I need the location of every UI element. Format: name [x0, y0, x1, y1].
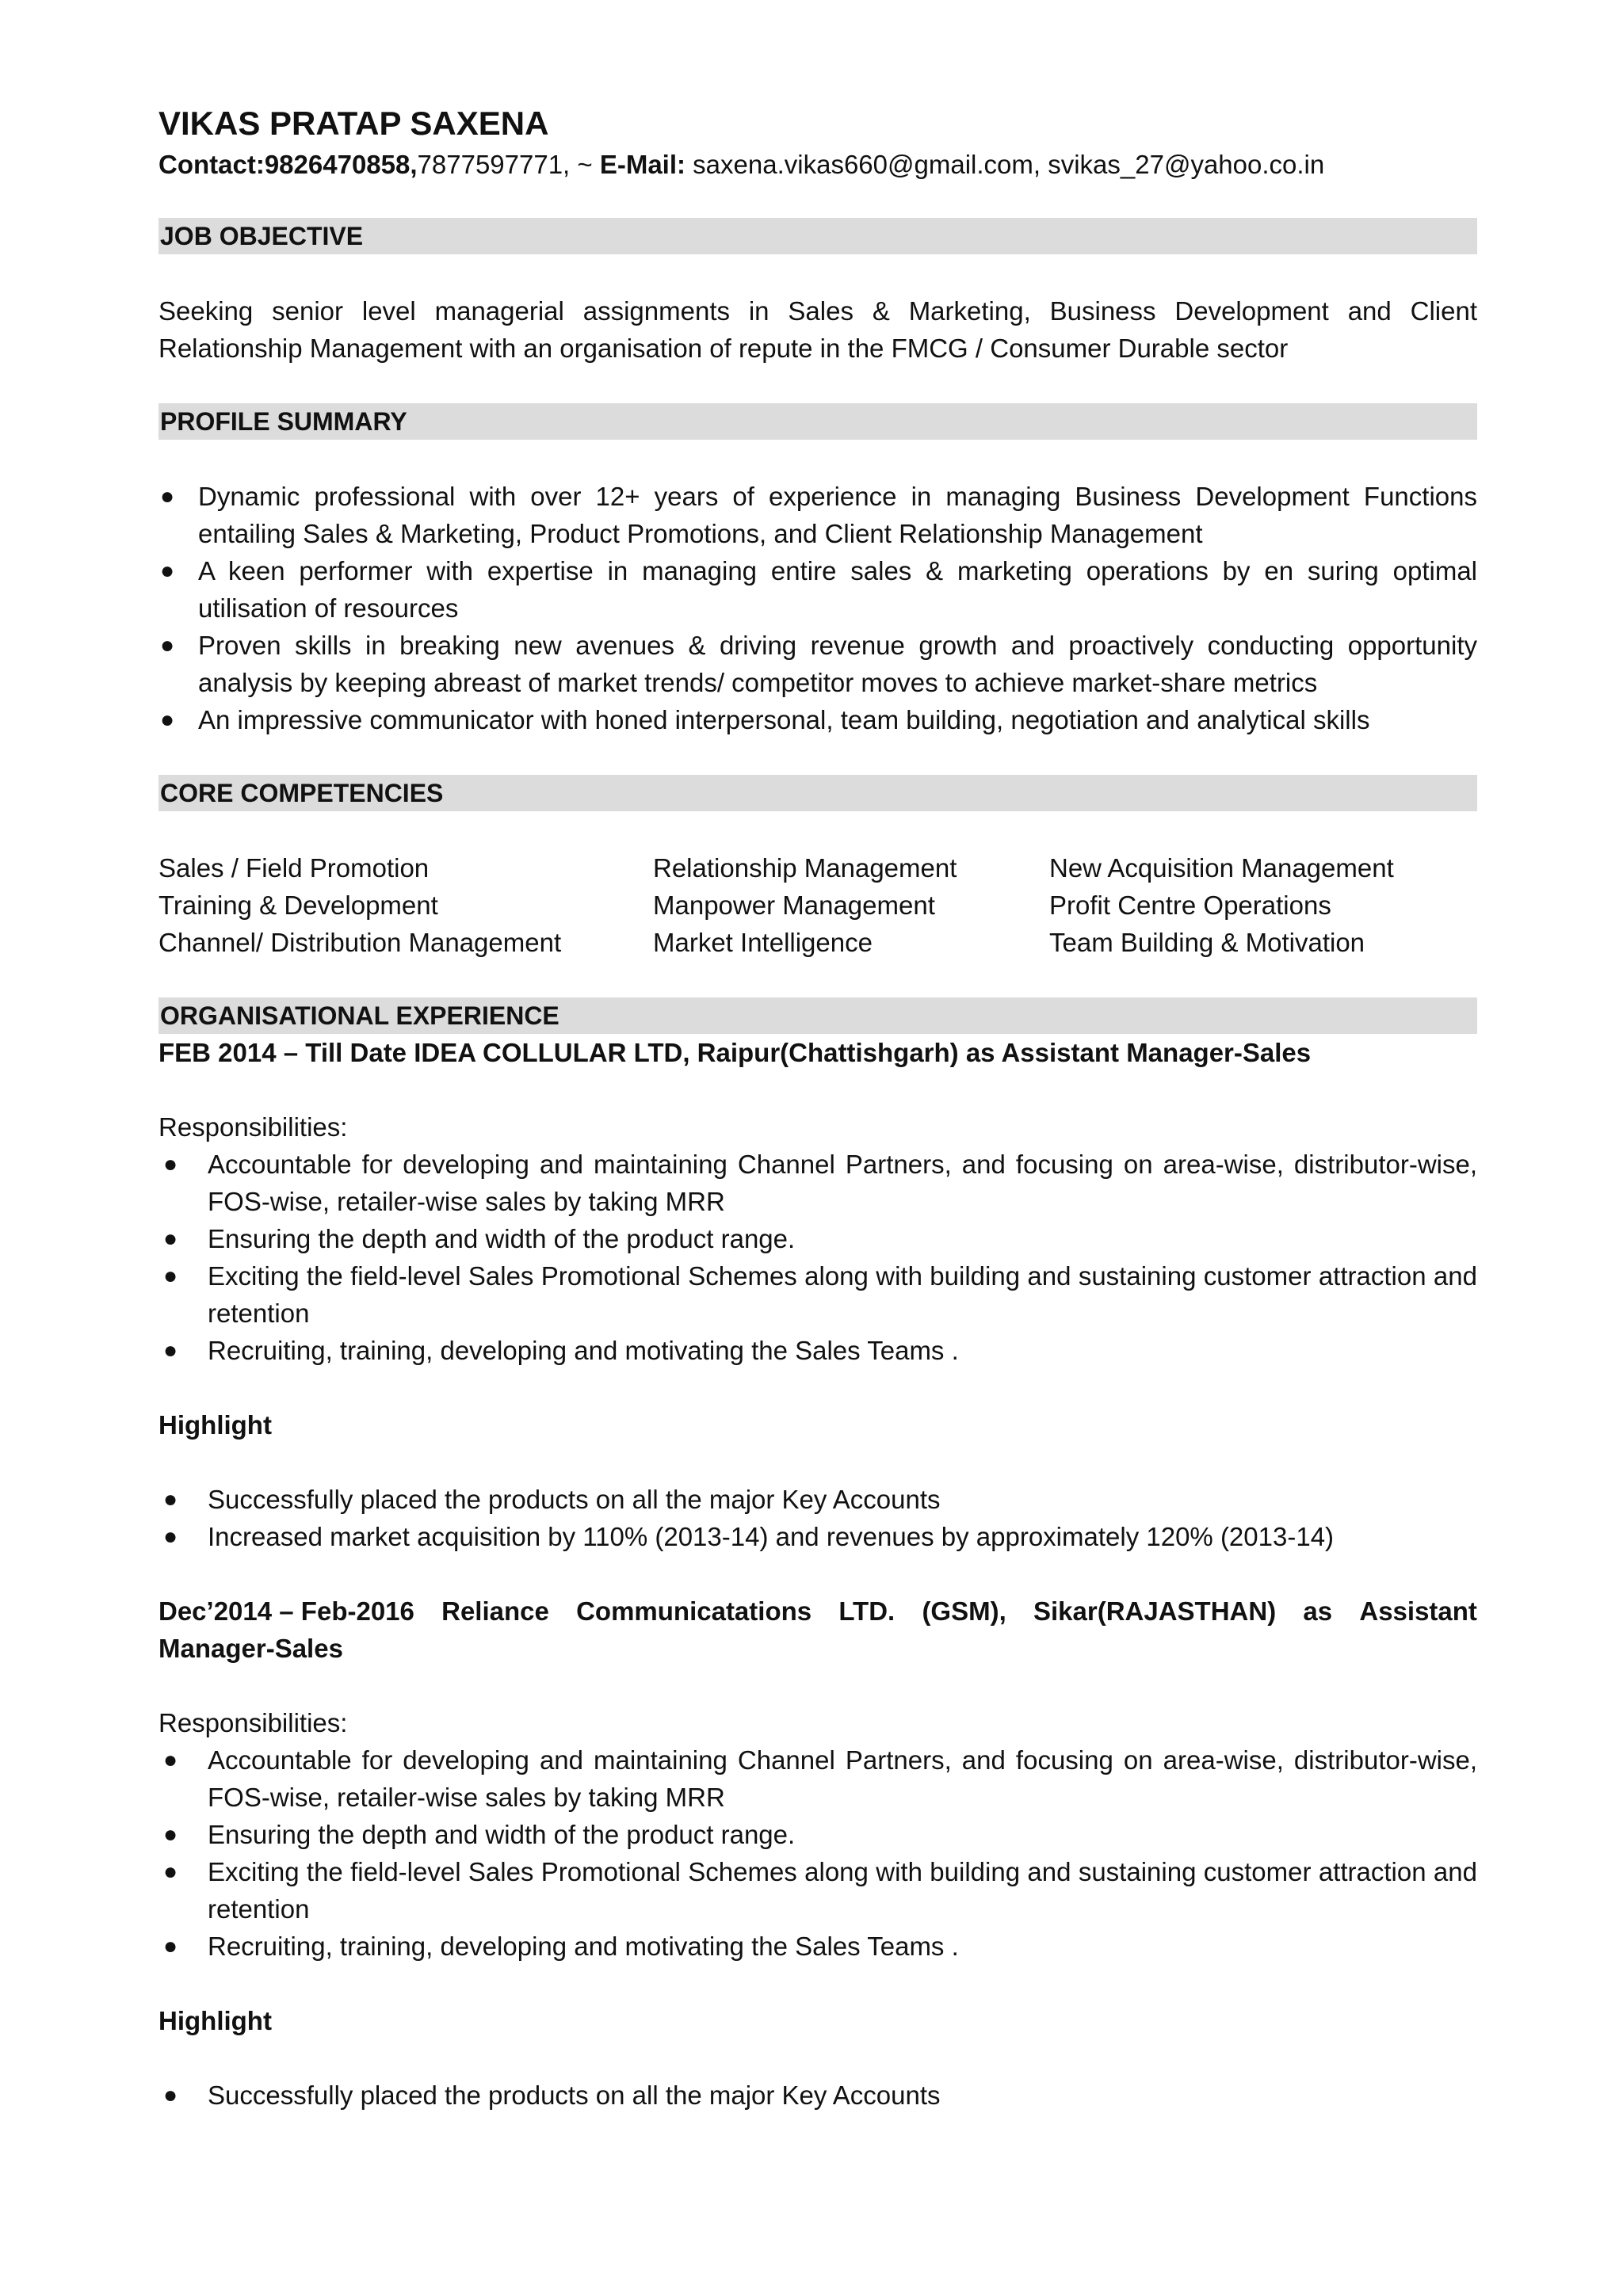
list-item-text: A keen performer with expertise in managing entire sales & marketing operations by en suring optimal utilisation of resources: [198, 556, 1477, 623]
competency-item: Profit Centre Operations: [1049, 891, 1331, 920]
bullet-icon: ●: [163, 1747, 178, 1773]
competency-item: Training & Development: [158, 891, 438, 920]
job-title-line: [158, 1592, 1477, 1630]
list-item: [158, 1853, 1477, 1928]
list-item: [158, 1481, 1477, 1518]
list-item-text: Accountable for developing and maintaining Channel Partners, and focusing on area-wise, distributor-wise, FOS-wise, retailer-wise sales by taking MRR: [208, 1745, 1477, 1812]
list-item: [158, 1928, 1477, 1965]
responsibilities-label: Responsibilities:: [158, 1112, 348, 1142]
job-title-word: Dec’2014 – Feb-2016: [158, 1596, 414, 1626]
email-label: E-Mail:: [599, 150, 686, 179]
competency-item: New Acquisition Management: [1049, 853, 1394, 883]
highlights-list: [158, 1481, 1477, 1555]
section-heading-job-objective: JOB OBJECTIVE: [158, 218, 1477, 254]
list-item: [158, 701, 1477, 738]
list-item: [158, 1816, 1477, 1853]
list-item-text: Successfully placed the products on all the major Key Accounts: [208, 2081, 941, 2110]
bullet-icon: ●: [163, 1821, 178, 1848]
list-item: [158, 627, 1477, 701]
job-title-word: Communicatations: [576, 1596, 812, 1626]
bullet-icon: ●: [163, 1151, 178, 1177]
bullet-icon: ●: [163, 1933, 178, 1959]
bullet-icon: ●: [163, 1486, 178, 1512]
job-title-word: Assistant: [1359, 1596, 1477, 1626]
responsibilities-list: [158, 1741, 1477, 1965]
job-title-line: Manager-Sales: [158, 1634, 343, 1663]
list-item-text: Recruiting, training, developing and motivating the Sales Teams .: [208, 1336, 959, 1365]
candidate-name: VIKAS PRATAP SAXENA: [158, 105, 549, 142]
bullet-icon: ●: [163, 1263, 178, 1289]
competencies-grid: [158, 849, 1477, 961]
responsibilities-label: Responsibilities:: [158, 1708, 348, 1737]
phone-primary: 9826470858,: [264, 150, 418, 179]
list-item: [158, 552, 1477, 627]
list-item: [158, 1220, 1477, 1257]
highlights-list: [158, 2077, 1477, 2114]
competency-item: Market Intelligence: [653, 928, 873, 957]
section-heading-experience: ORGANISATIONAL EXPERIENCE: [158, 997, 1477, 1034]
job-title-word: as: [1303, 1596, 1333, 1626]
highlight-label: Highlight: [158, 2006, 272, 2035]
job-title-word: (GSM),: [922, 1596, 1006, 1626]
competency-item: Sales / Field Promotion: [158, 853, 430, 883]
resume-page: [158, 101, 1477, 2114]
list-item: [158, 1146, 1477, 1220]
job-title-word: Reliance: [441, 1596, 549, 1626]
list-item-text: Recruiting, training, developing and motivating the Sales Teams .: [208, 1932, 959, 1961]
list-item-text: Successfully placed the products on all the major Key Accounts: [208, 1485, 941, 1514]
email-addresses: saxena.vikas660@gmail.com, svikas_27@yahoo.co.in: [685, 150, 1325, 179]
bullet-icon: ●: [163, 1859, 178, 1885]
list-item-text: Increased market acquisition by 110% (2013-14) and revenues by approximately 120% (2013-14): [208, 1522, 1335, 1551]
list-item: [158, 1332, 1477, 1369]
bullet-icon: ●: [163, 2082, 178, 2108]
list-item: [158, 1741, 1477, 1816]
job-title: FEB 2014 – Till Date IDEA COLLULAR LTD, Raipur(Chattishgarh) as Assistant Manager-Sales: [158, 1038, 1312, 1067]
list-item-text: Exciting the field-level Sales Promotional Schemes along with building and sustaining customer attraction and retention: [208, 1261, 1477, 1328]
list-item: [158, 1257, 1477, 1332]
list-item-text: Exciting the field-level Sales Promotional Schemes along with building and sustaining customer attraction and retention: [208, 1857, 1477, 1924]
list-item-text: Proven skills in breaking new avenues & driving revenue growth and proactively conducting opportunity analysis by keeping abreast of market trends/ competitor moves to achieve market-share metrics: [198, 631, 1477, 697]
list-item-text: Dynamic professional with over 12+ years of experience in managing Business Development Functions entailing Sales & Marketing, Product Promotions, and Client Relationship Management: [198, 482, 1477, 548]
list-item-text: Accountable for developing and maintaining Channel Partners, and focusing on area-wise, distributor-wise, FOS-wise, retailer-wise sales by taking MRR: [208, 1150, 1477, 1216]
job-title-word: Sikar(RAJASTHAN): [1033, 1596, 1277, 1626]
job-objective-text: Seeking senior level managerial assignments in Sales & Marketing, Business Development and Client Relationship Management with an organisation of repute in the FMCG / Consumer Durable sector: [158, 296, 1477, 363]
competency-item: Relationship Management: [653, 853, 957, 883]
responsibilities-list: [158, 1146, 1477, 1369]
list-item: [158, 2077, 1477, 2114]
job-title: [158, 1592, 1477, 1667]
bullet-icon: ●: [163, 1226, 178, 1252]
contact-label: Contact:: [158, 150, 265, 179]
list-item: [158, 1518, 1477, 1555]
phone-secondary: 7877597771, ~: [417, 150, 600, 179]
list-item: [158, 478, 1477, 552]
bullet-icon: ●: [160, 558, 175, 584]
bullet-icon: ●: [160, 483, 175, 509]
competency-item: Channel/ Distribution Management: [158, 928, 562, 957]
list-item-text: Ensuring the depth and width of the product range.: [208, 1224, 796, 1253]
bullet-icon: ●: [163, 1524, 178, 1550]
list-item-text: Ensuring the depth and width of the product range.: [208, 1820, 796, 1849]
bullet-icon: ●: [160, 707, 175, 733]
job-title-word: LTD.: [838, 1596, 896, 1626]
competency-item: Manpower Management: [653, 891, 935, 920]
section-heading-profile-summary: PROFILE SUMMARY: [158, 403, 1477, 440]
highlight-label: Highlight: [158, 1410, 272, 1440]
bullet-icon: ●: [160, 632, 175, 658]
bullet-icon: ●: [163, 1337, 178, 1363]
profile-summary-list: [158, 478, 1477, 738]
contact-line: [158, 146, 1477, 183]
competency-item: Team Building & Motivation: [1049, 928, 1365, 957]
list-item-text: An impressive communicator with honed interpersonal, team building, negotiation and analytical skills: [198, 705, 1370, 734]
section-heading-core-competencies: CORE COMPETENCIES: [158, 775, 1477, 811]
